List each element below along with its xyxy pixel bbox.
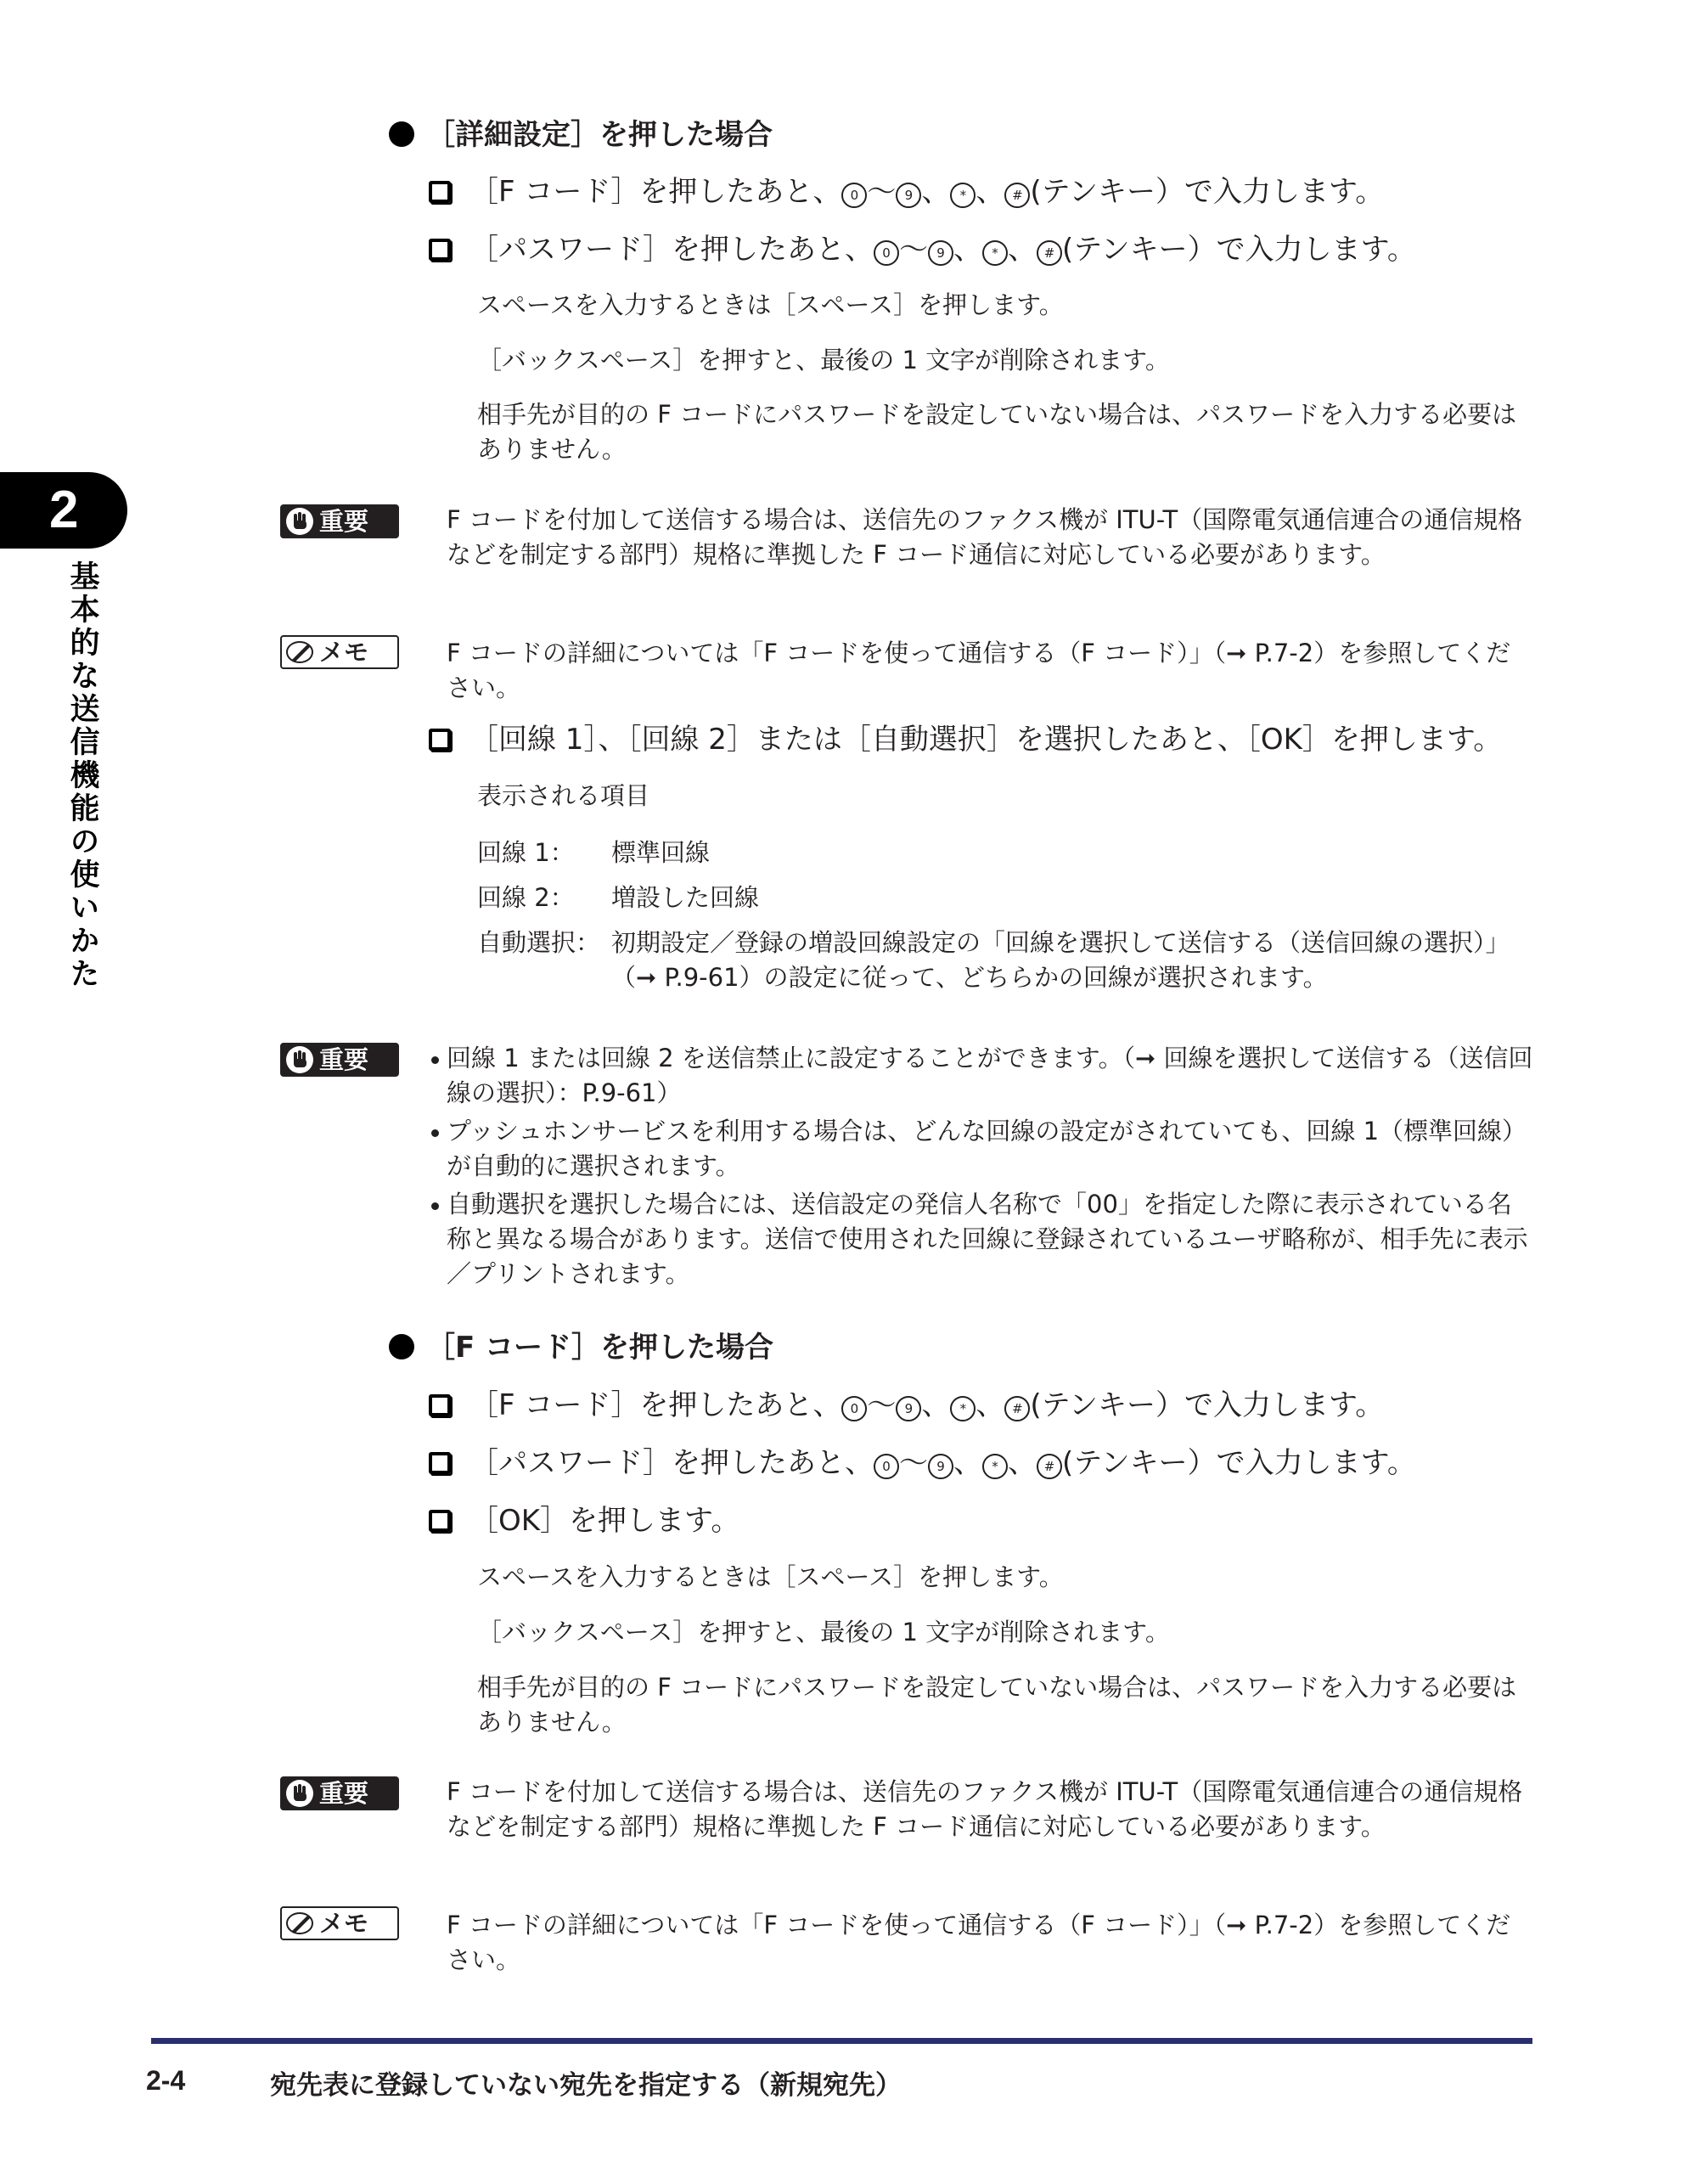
list-item: 回線 1 または回線 2 を送信禁止に設定することができます。（➞ 回線を選択して送信する（送信回線の選択）：P.9-61） — [430, 1041, 1533, 1111]
checkbox-icon — [429, 1510, 451, 1532]
important-badge: 重要 — [280, 1776, 399, 1810]
space-instruction: スペースを入力するときは［スペース］を押します。 — [477, 290, 1064, 319]
key-9-icon: 9 — [928, 1454, 953, 1479]
key-9-icon: 9 — [896, 183, 921, 208]
important-fcode-text: F コードを付加して送信する場合は、送信先のファクス機が ITU-T（国際電気通信連合の通信規格などを制定する部門）規格に準拠した F コード通信に対応している必要があります。 — [447, 505, 1523, 569]
key-0-icon: 0 — [874, 1454, 899, 1479]
chapter-number: 2 — [49, 481, 79, 539]
key-9-icon: 9 — [896, 1396, 921, 1421]
line-items — [477, 836, 1530, 1005]
memo-fcode-text: F コードの詳細については「F コードを使って通信する（F コード）」（➞ P.7-2）を参照してください。 — [447, 1911, 1511, 1974]
important-badge: 重要 — [280, 504, 399, 538]
step-ok: ［OK］を押します。 — [429, 1501, 739, 1540]
step-password-input: ［パスワード］を押したあと、 0 ～ 9 、 * 、 # (テンキー）で入力します。 — [429, 1444, 1416, 1483]
key-0-icon: 0 — [841, 183, 867, 208]
pencil-icon — [285, 638, 314, 667]
no-password-note: 相手先が目的の F コードにパスワードを設定していない場合は、パスワードを入力する必要はありません。 — [477, 1673, 1517, 1737]
key-hash-icon: # — [1037, 240, 1062, 266]
chapter-tab — [0, 472, 127, 549]
key-star-icon: * — [982, 1454, 1008, 1479]
line-item: 回線 1： 標準回線 — [477, 838, 711, 867]
items-caption: 表示される項目 — [477, 781, 650, 810]
section-heading-detail: ［詳細設定］を押した場合 — [389, 116, 773, 154]
footer-title: 宛先表に登録していない宛先を指定する（新規宛先） — [270, 2070, 902, 2101]
line-item: 自動選択： 初期設定／登録の増設回線設定の「回線を選択して送信する（送信回線の選択）」（➞ P.9-61）の設定に従って、どちらかの回線が選択されます。 — [477, 928, 1510, 992]
footer-rule — [151, 2038, 1532, 2044]
page-number: 2-4 — [146, 2065, 186, 2096]
line-item: 回線 2： 増設した回線 — [477, 883, 760, 912]
step-line-select: ［回線 1］、［回線 2］または［自動選択］を選択したあと、［OK］を押します。 — [429, 720, 1502, 759]
checkbox-icon — [429, 1452, 451, 1474]
bullet-icon — [389, 121, 414, 147]
step-fcode-input: ［F コード］を押したあと、 0 ～ 9 、 * 、 # (テンキー）で入力します。 — [429, 172, 1384, 211]
key-star-icon: * — [950, 183, 976, 208]
pencil-icon — [285, 1909, 314, 1938]
checkbox-icon — [429, 729, 451, 751]
key-star-icon: * — [982, 240, 1008, 266]
hand-icon — [285, 1779, 314, 1808]
important-fcode-text: F コードを付加して送信する場合は、送信先のファクス機が ITU-T（国際電気通信連合の通信規格などを制定する部門）規格に準拠した F コード通信に対応している必要があります。 — [447, 1777, 1523, 1841]
space-instruction: スペースを入力するときは［スペース］を押します。 — [477, 1562, 1064, 1591]
checkbox-icon — [429, 181, 451, 203]
key-9-icon: 9 — [928, 240, 953, 266]
backspace-instruction: ［バックスペース］を押すと、最後の 1 文字が削除されます。 — [477, 346, 1170, 374]
key-hash-icon: # — [1004, 1396, 1030, 1421]
key-hash-icon: # — [1037, 1454, 1062, 1479]
bullet-icon — [389, 1334, 414, 1359]
memo-badge: メモ — [280, 1906, 399, 1940]
section-heading-fcode: ［F コード］を押した場合 — [389, 1329, 773, 1366]
memo-fcode-text: F コードの詳細については「F コードを使って通信する（F コード）」（➞ P.7-2）を参照してください。 — [447, 639, 1511, 702]
backspace-instruction: ［バックスペース］を押すと、最後の 1 文字が削除されます。 — [477, 1618, 1170, 1646]
key-0-icon: 0 — [874, 240, 899, 266]
memo-badge: メモ — [280, 635, 399, 669]
no-password-note: 相手先が目的の F コードにパスワードを設定していない場合は、パスワードを入力する必要はありません。 — [477, 400, 1517, 464]
list-item: 自動選択を選択した場合には、送信設定の発信人名称で「00」を指定した際に表示されている名称と異なる場合があります。送信で使用された回線に登録されているユーザ略称が、相手先に表示／プリントされます。 — [430, 1187, 1533, 1292]
checkbox-icon — [429, 239, 451, 261]
key-hash-icon: # — [1004, 183, 1030, 208]
checkbox-icon — [429, 1394, 451, 1416]
hand-icon — [285, 507, 314, 536]
hand-icon — [285, 1045, 314, 1074]
key-star-icon: * — [950, 1396, 976, 1421]
step-password-input: ［パスワード］を押したあと、 0 ～ 9 、 * 、 # (テンキー）で入力します。 — [429, 230, 1416, 269]
key-0-icon: 0 — [841, 1396, 867, 1421]
important-badge: 重要 — [280, 1043, 399, 1077]
step-fcode-input: ［F コード］を押したあと、 0 ～ 9 、 * 、 # (テンキー）で入力します。 — [429, 1386, 1384, 1425]
list-item: プッシュホンサービスを利用する場合は、どんな回線の設定がされていても、回線 1（標準回線）が自動的に選択されます。 — [430, 1114, 1533, 1184]
important-line-list — [430, 1041, 1533, 1295]
chapter-title: 基本的な送信機能の使いかた — [65, 560, 99, 991]
